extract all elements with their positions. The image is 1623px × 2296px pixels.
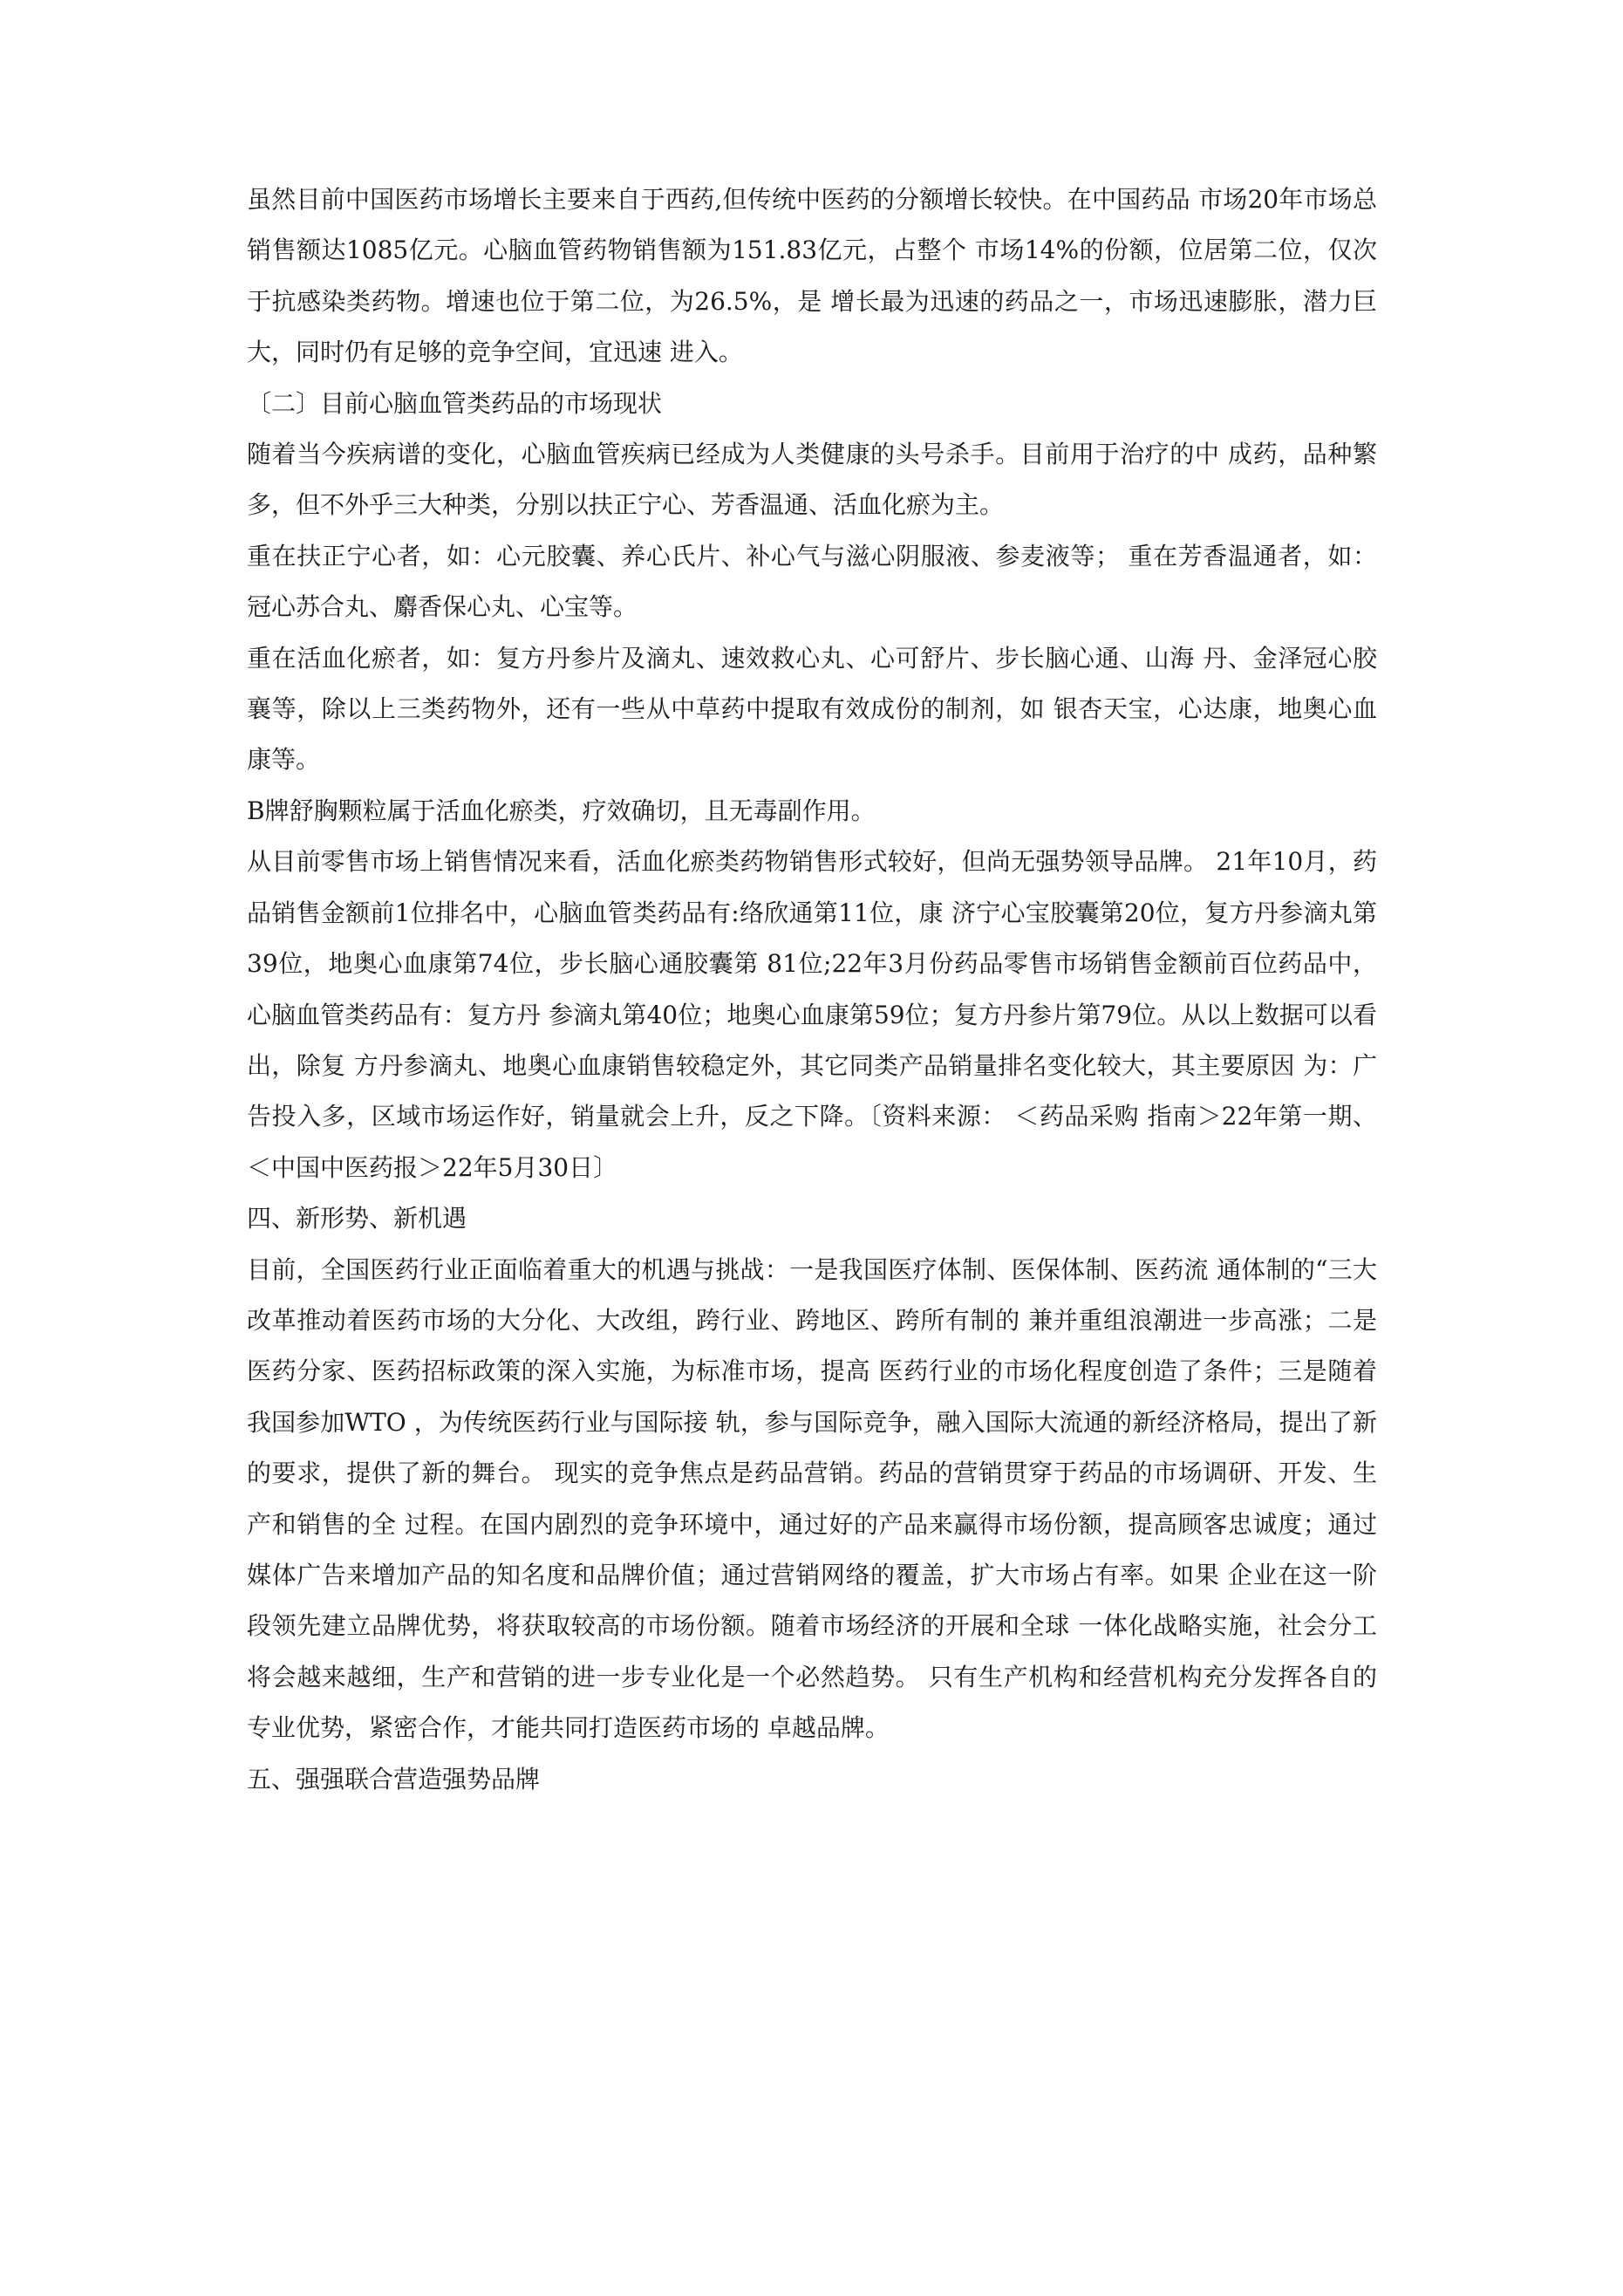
- section-heading-new-situation: 四、新形势、新机遇: [247, 1204, 467, 1233]
- paragraph-b-brand: B牌舒胸颗粒属于活血化瘀类，疗效确切，且无毒副作用。: [247, 796, 876, 825]
- paragraph-fuzheng-ningxin: 重在扶正宁心者，如：心元胶囊、养心氏片、补心气与滋心阴服液、参麦液等； 重在芳香温通者，如：冠心苏合丸、麝香保心丸、心宝等。: [247, 541, 1377, 622]
- paragraph-huoxue-huayu: 重在活血化瘀者，如：复方丹参片及滴丸、速效救心丸、心可舒片、步长脑心通、山海 丹、金泽冠心胶襄等，除以上三类药物外，还有一些从中草药中提取有效成份的制剂，如 银杏天宝，心达康，地奥心血康等。: [247, 643, 1377, 775]
- section-heading-market-status: 〔二〕目前心脑血管类药品的市场现状: [247, 388, 663, 418]
- paragraph-disease-spectrum: 随着当今疾病谱的变化，心脑血管疾病已经成为人类健康的头号杀手。目前用于治疗的中 成药，品种繁多，但不外乎三大种类，分别以扶正宁心、芳香温通、活血化瘀为主。: [247, 440, 1377, 520]
- paragraph-market-share-intro: 虽然目前中国医药市场增长主要来自于西药,但传统中医药的分额增长较快。在中国药品 市场20年市场总销售额达1085亿元。心脑血管药物销售额为151.83亿元，占整个 市场14%的份额，位居第二位，仅次于抗感染类药物。增速也位于第二位，为26.5%，是 增长最为迅速的药品之一，市场迅速膨胀，潜力巨大，同时仍有足够的竞争空间，宜迅速 进入。: [247, 185, 1377, 367]
- document-body: [247, 174, 1377, 1805]
- section-heading-strong-alliance: 五、强强联合营造强势品牌: [247, 1764, 541, 1794]
- paragraph-retail-sales: 从目前零售市场上销售情况来看，活血化瘀类药物销售形式较好，但尚无强势领导品牌。 21年10月，药品销售金额前1位排名中，心脑血管类药品有:络欣通第11位，康 济宁心宝胶囊第20位，复方丹参滴丸第39位，地奥心血康第74位，步长脑心通胶囊第 81位;22年3月份药品零售市场销售金额前百位药品中，心脑血管类药品有：复方丹 参滴丸第40位；地奥心血康第59位；复方丹参片第79位。从以上数据可以看出，除复 方丹参滴丸、地奥心血康销售较稳定外，其它同类产品销量排名变化较大，其主要原因 为：广告投入多，区域市场运作好，销量就会上升，反之下降。〔资料来源： ＜药品采购 指南＞22年第一期、＜中国中医药报＞22年5月30日〕: [247, 847, 1377, 1182]
- paragraph-opportunities: 目前，全国医药行业正面临着重大的机遇与挑战：一是我国医疗体制、医保体制、医药流 通体制的“三大改革推动着医药市场的大分化、大改组，跨行业、跨地区、跨所有制的 兼并重组浪潮进一步高涨；二是医药分家、医药招标政策的深入实施，为标准市场，提高 医药行业的市场化程度创造了条件；三是随着我国参加WTO ，为传统医药行业与国际接 轨，参与国际竞争，融入国际大流通的新经济格局，提出了新的要求，提供了新的舞台。 现实的竞争焦点是药品营销。药品的营销贯穿于药品的市场调研、开发、生产和销售的全 过程。在国内剧烈的竞争环境中，通过好的产品来赢得市场份额，提高顾客忠诚度；通过 媒体广告来增加产品的知名度和品牌价值；通过营销网络的覆盖，扩大市场占有率。如果 企业在这一阶段领先建立品牌优势，将获取较高的市场份额。随着市场经济的开展和全球 一体化战略实施，社会分工将会越来越细，生产和营销的进一步专业化是一个必然趋势。 只有生产机构和经营机构充分发挥各自的专业优势，紧密合作，才能共同打造医药市场的 卓越品牌。: [247, 1254, 1377, 1743]
